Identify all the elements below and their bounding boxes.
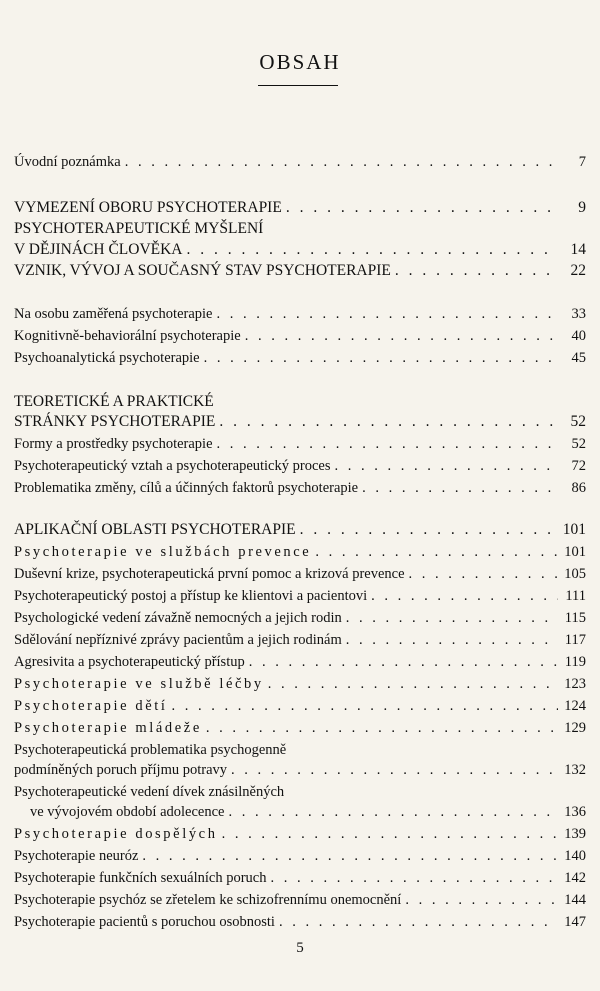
toc-entry-title: Problematika změny, cílů a účinných faktorů psychoterapie [14, 480, 359, 496]
toc-entry-section[interactable] [14, 392, 586, 412]
toc-entry-title: Psychoterapie ve službách prevence [14, 544, 312, 560]
toc-entry-page: 140 [564, 848, 586, 864]
toc-entry-page: 129 [564, 720, 586, 736]
dot-leader [270, 868, 558, 888]
dot-leader [204, 348, 558, 368]
dot-leader [346, 630, 558, 650]
toc-entry-title: Psychoterapie mládeže [14, 720, 202, 736]
toc-entry-title: podmíněných poruch příjmu potravy [14, 762, 228, 778]
toc-entry-section[interactable] [14, 240, 586, 260]
toc-entry-title: Psychoterapie psychóz se zřetelem ke schizofrennímu onemocnění [14, 892, 402, 908]
toc-entry[interactable] [14, 846, 586, 866]
toc-entry-page: 115 [564, 610, 586, 626]
dot-leader [405, 890, 558, 910]
toc-entry-page: 142 [564, 870, 586, 886]
toc-entry-page: 136 [564, 804, 586, 820]
toc-entry-title: STRÁNKY PSYCHOTERAPIE [14, 413, 216, 430]
toc-entry-title: V DĚJINÁCH ČLOVĚKA [14, 241, 183, 258]
toc-entry[interactable] [14, 542, 586, 562]
toc-entry-title: Psychoterapie pacientů s poruchou osobnosti [14, 914, 275, 930]
toc-entry-page: 124 [564, 698, 586, 714]
dot-leader [362, 478, 558, 498]
toc-entry-page: 33 [571, 306, 586, 322]
toc-entry-section[interactable] [14, 520, 586, 540]
toc-entry[interactable] [14, 696, 586, 716]
toc-entry[interactable] [14, 824, 586, 844]
toc-entry-title: Sdělování nepříznivé zprávy pacientům a jejich rodinám [14, 632, 342, 648]
toc-entry-title: APLIKAČNÍ OBLASTI PSYCHOTERAPIE [14, 521, 296, 538]
toc-entry-section[interactable] [14, 412, 586, 432]
toc-entry[interactable] [14, 674, 586, 694]
toc-entry-page: 117 [564, 632, 586, 648]
dot-leader [172, 696, 558, 716]
toc-entry[interactable] [14, 608, 586, 628]
page-number: 5 [296, 940, 304, 956]
toc-entry-section[interactable] [14, 198, 586, 218]
toc-entry[interactable] [14, 718, 586, 738]
toc-entry-section[interactable] [14, 261, 586, 281]
toc-entry-page: 119 [564, 654, 586, 670]
toc-entry-title: Psychoanalytická psychoterapie [14, 350, 200, 366]
dot-leader [125, 152, 558, 172]
toc-entry[interactable] [14, 564, 586, 584]
toc-entry[interactable] [14, 630, 586, 650]
dot-leader [222, 824, 558, 844]
toc-entry[interactable] [14, 760, 586, 780]
toc-entry-title: Psychoterapeutické vedení dívek znásilněných [14, 784, 285, 800]
dot-leader [286, 198, 558, 218]
toc-entry-title: Psychoterapie funkčních sexuálních poruch [14, 870, 267, 886]
dot-leader [206, 718, 558, 738]
toc-entry-title: VYMEZENÍ OBORU PSYCHOTERAPIE [14, 199, 282, 216]
toc-entry-title: Psychoterapie dětí [14, 698, 168, 714]
toc-entry-title: Psychoterapie neuróz [14, 848, 139, 864]
toc-heading: OBSAH [259, 50, 341, 74]
toc-entry-title: Psychoterapeutická problematika psychogenně [14, 742, 287, 758]
toc-entry-page: 52 [571, 436, 586, 452]
toc-entry-title: PSYCHOTERAPEUTICKÉ MYŠLENÍ [14, 220, 264, 237]
dot-leader [142, 846, 558, 866]
toc-entry-title: Psychoterapeutický postoj a přístup ke klientovi a pacientovi [14, 588, 368, 604]
dot-leader [217, 434, 558, 454]
toc-entry[interactable] [14, 740, 586, 760]
toc-entry-page: 123 [564, 676, 586, 692]
toc-entry-page: 40 [571, 328, 586, 344]
toc-entry-title: VZNIK, VÝVOJ A SOUČASNÝ STAV PSYCHOTERAPIE [14, 262, 391, 279]
toc-entry-title: Psychoterapeutický vztah a psychoterapeutický proces [14, 458, 331, 474]
toc-entry[interactable] [14, 456, 586, 476]
toc-entry-page: 144 [564, 892, 586, 908]
toc-entry-page: 14 [570, 241, 586, 258]
toc-entry[interactable] [14, 912, 586, 932]
dot-leader [409, 564, 558, 584]
toc-entry-title: Agresivita a psychoterapeutický přístup [14, 654, 245, 670]
dot-leader [334, 456, 558, 476]
toc-entry[interactable] [14, 326, 586, 346]
toc-entry-page: 139 [564, 826, 586, 842]
toc-entry-title: Psychoterapie ve službě léčby [14, 676, 264, 692]
toc-entry-title: ve vývojovém období adolecence [30, 804, 225, 820]
toc-entry-intro[interactable] [14, 152, 586, 172]
dot-leader [219, 412, 558, 432]
toc-entry-page: 9 [578, 199, 586, 216]
toc-entry-title: Úvodní poznámka [14, 154, 121, 170]
dot-leader [279, 912, 558, 932]
toc-entry[interactable] [14, 586, 586, 606]
toc-entry[interactable] [14, 802, 586, 822]
toc-entry-title: Kognitivně-behaviorální psychoterapie [14, 328, 241, 344]
toc-entry[interactable] [14, 890, 586, 910]
toc-entry-page: 111 [565, 588, 586, 604]
dot-leader [187, 240, 559, 260]
toc-entry-page: 7 [578, 154, 586, 170]
toc-entry-page: 22 [570, 262, 586, 279]
toc-entry[interactable] [14, 868, 586, 888]
dot-leader [371, 586, 558, 606]
dot-leader [216, 304, 558, 324]
toc-entry-title: Psychologické vedení závažně nemocných a jejich rodin [14, 610, 342, 626]
toc-entry-page: 86 [571, 480, 586, 496]
dot-leader [346, 608, 558, 628]
dot-leader [245, 326, 558, 346]
toc-entry-title: Psychoterapie dospělých [14, 826, 218, 842]
toc-entry-page: 132 [564, 762, 586, 778]
toc-entry[interactable] [14, 652, 586, 672]
toc-entry[interactable] [14, 434, 586, 454]
dot-leader [300, 520, 558, 540]
toc-entry-title: TEORETICKÉ A PRAKTICKÉ [14, 393, 214, 410]
toc-entry-page: 45 [571, 350, 586, 366]
dot-leader [395, 261, 558, 281]
toc-entry[interactable] [14, 782, 586, 802]
toc-entry[interactable] [14, 348, 586, 368]
toc-entry-page: 72 [571, 458, 586, 474]
toc-entry-page: 52 [570, 413, 586, 430]
dot-leader [228, 802, 558, 822]
toc-entry-page: 105 [564, 566, 586, 582]
toc-entry[interactable] [14, 478, 586, 498]
toc-entry[interactable] [14, 304, 586, 324]
dot-leader [231, 760, 558, 780]
heading-underline [258, 85, 338, 86]
toc-entry-title: Duševní krize, psychoterapeutická první pomoc a krizová prevence [14, 566, 405, 582]
toc-entry-page: 101 [564, 544, 586, 560]
dot-leader [315, 542, 558, 562]
toc-entry-title: Formy a prostředky psychoterapie [14, 436, 213, 452]
dot-leader [268, 674, 558, 694]
toc-entry-page: 147 [564, 914, 586, 930]
toc-entry-title: Na osobu zaměřená psychoterapie [14, 306, 213, 322]
dot-leader [249, 652, 558, 672]
toc-entry-page: 101 [562, 521, 586, 538]
toc-entry-section[interactable] [14, 219, 586, 239]
